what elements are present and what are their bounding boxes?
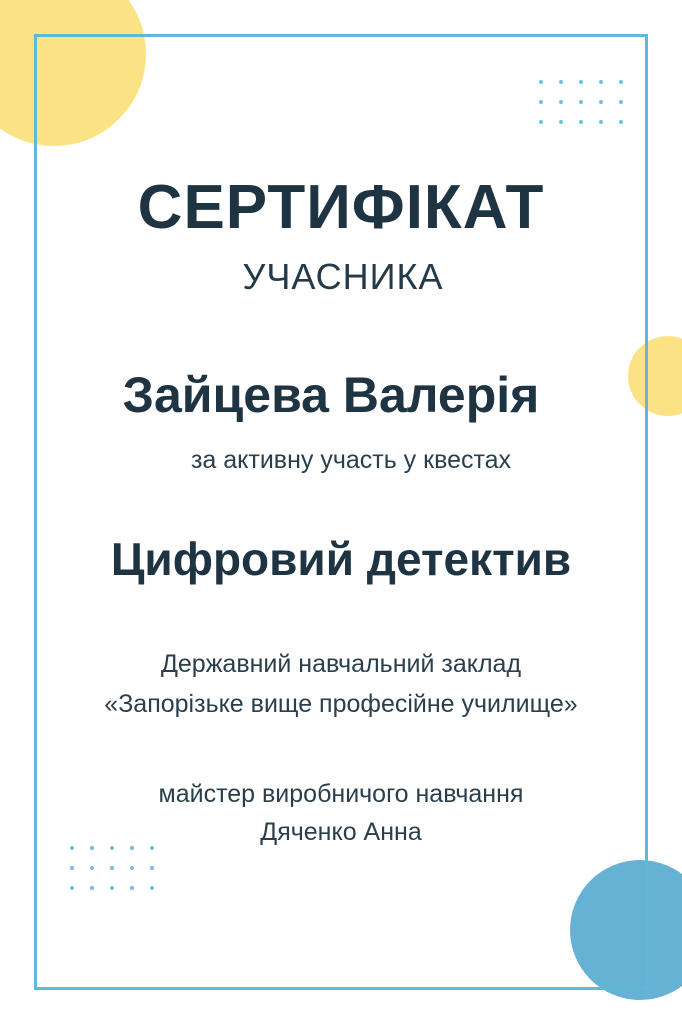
dot-pattern-bottom-left — [70, 846, 154, 890]
institution-line-1: Державний навчальний заклад — [160, 650, 522, 678]
signer-position: майстер виробничого навчання — [158, 780, 524, 808]
dot-pattern-top-right — [539, 80, 623, 124]
certificate-subtitle: УЧАСНИКА — [242, 256, 444, 297]
quest-name: Цифровий детектив — [110, 533, 572, 585]
award-reason: за активну участь у квестах — [190, 446, 512, 474]
institution-line-2: «Запорізьке вище професійне училище» — [104, 690, 578, 718]
certificate-title: СЕРТИФІКАТ — [137, 173, 545, 242]
signer-name: Дяченко Анна — [260, 818, 422, 846]
recipient-name: Зайцева Валерія — [122, 367, 540, 423]
